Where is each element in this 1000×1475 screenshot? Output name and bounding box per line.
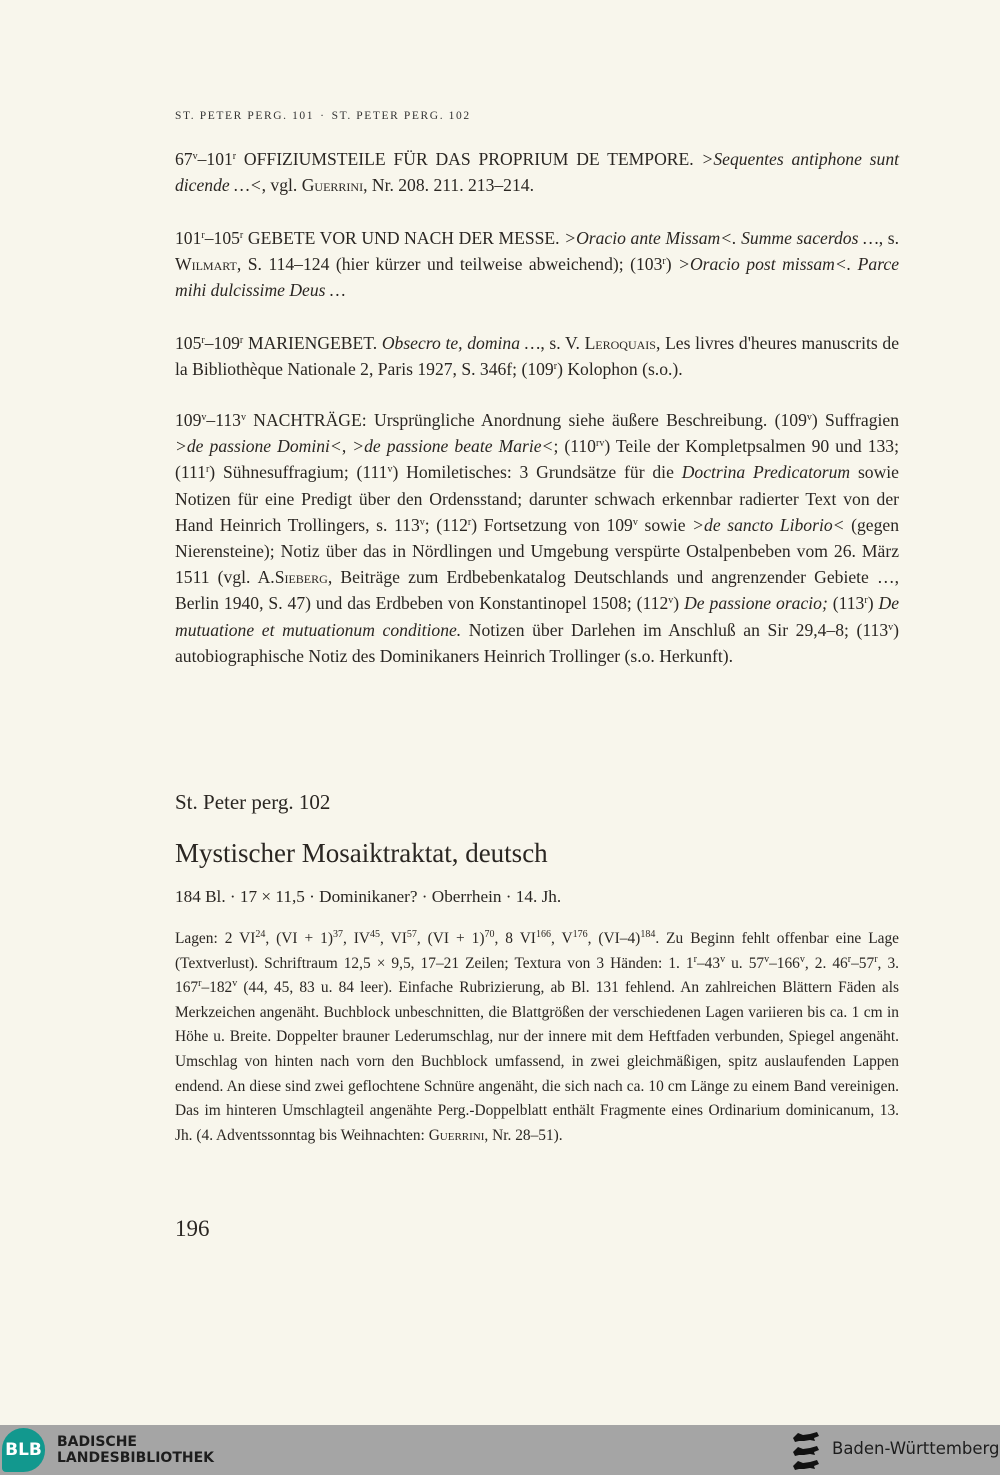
text-run: 101 [175,228,202,248]
baden-wuerttemberg-lions-icon [790,1429,822,1471]
text-run: ) [867,593,879,614]
text-run: 109 [175,410,202,430]
text-run: – [204,333,214,353]
text-run: Notizen über Darlehen im Anschluß an Sir 29,4–8; (113 [461,619,889,640]
running-head-right: ST. PETER PERG. 102 [331,110,471,122]
folio-superscript: r [467,516,472,528]
entry-meta: 184 Bl. · 17 × 11,5 · Dominikaner? · Oberrhein · 14. Jh. [175,887,562,906]
folio-superscript: 166 [535,929,551,940]
blb-line2: LANDESBIBLIOTHEK [57,1450,215,1466]
text-run: ) Sühnesuffragium; (111 [209,462,388,483]
folio-superscript: v [240,412,246,423]
blb-wordmark[interactable] [57,1434,214,1466]
text-run: u. 57 [725,954,765,972]
baden-wuerttemberg-label[interactable]: Baden-Württemberg [832,1439,1000,1458]
running-head-separator: · [320,110,326,122]
text-run: Lagen: 2 VI [175,930,256,947]
text-run: sowie Notizen für eine Predigt über den Ordensstand; darunter schwach erkennbar radierter Text von der Hand Heinrich Trollingers, s. 113 [175,462,899,535]
text-run: , S. 114–124 (hier kürzer und teilweise abweichend); (103 [236,254,663,275]
text-run: ) autobiographische Notiz des Dominikaners Heinrich Trollinger (s.o. Herkunft). [175,619,899,666]
folio-superscript: r [198,978,202,990]
text-run: Guerrini [301,175,364,196]
text-run: (gegen Nierensteine); Notiz über das in Nördlingen und Umgebung verspürte Ostalpenbeben vom 26. März 1511 (vgl. A. [175,514,900,588]
italic-quote: >de passione Domini< [175,436,342,457]
section-heading: NACHTRÄGE: [245,410,374,430]
text-run: , 2. 46 [804,954,848,972]
text-run: 105 [175,333,202,353]
folio-superscript: v [806,412,812,423]
text-run: , Nr. 28–51). [484,1126,563,1144]
text-run: , Les livres d'heures manuscrits de la Bibliothèque Nationale 2, Paris 1927, S. 346f; (109 [175,333,899,380]
section-heading: OFFIZIUMSTEILE FÜR DAS PROPRIUM DE TEMPORE. [236,149,702,169]
text-run: Ursprüngliche Anordnung siehe äußere Beschreibung. (109 [373,410,807,430]
text-run: 113 [215,410,241,430]
text-run: ) Kolophon (s.o.). [557,359,683,380]
text-run: ) Suffragien [811,410,900,430]
folio-superscript: rv [595,438,605,450]
folio-superscript: v [387,464,393,476]
text-run: –166 [769,954,800,972]
text-run: ; (110 [553,436,596,457]
folio-superscript: r [201,230,205,241]
running-head-left: ST. PETER PERG. 101 [175,110,315,122]
text-run: , s. [878,228,900,248]
folio-superscript: v [201,412,207,423]
text-run: – [204,228,214,248]
text-run: , [341,436,353,457]
text-run: , 3. 167 [175,954,899,997]
text-run: ) [673,593,685,614]
text-run: Wilmart [175,254,237,275]
text-run: 67 [175,149,193,169]
section-nachtraege [175,407,899,669]
section-mariengebet [175,330,899,382]
text-run: 105 [213,228,240,248]
text-run: 101 [206,149,233,169]
physical-description [175,927,899,1148]
folio-superscript: v [232,978,238,990]
folio-superscript: r [693,953,697,965]
italic-quote: >Oracio ante Missam<. Summe sacerdos … [564,228,879,248]
folio-superscript: v [799,953,805,965]
italic-quote: >Sequentes antiphone sunt dicende …< [175,149,900,196]
folio-superscript: r [239,335,244,346]
shelfmark: St. Peter perg. 102 [175,790,331,814]
text-run: , VI [380,930,407,947]
italic-quote: De mutuatione et mutuationum conditione. [175,593,900,640]
folio-superscript: 45 [370,929,381,940]
text-run: , vgl. [261,175,302,196]
text-run: Leroquais [584,333,656,353]
text-run: , Nr. 208. 211. 213–214. [363,175,534,196]
text-run: , V [550,930,573,947]
text-run: –43 [696,954,721,972]
folio-superscript: r [205,464,210,476]
italic-quote: >de passione beate Marie< [352,436,554,457]
italic-quote: Obsecro te, domina … [381,333,541,353]
folio-superscript: r [239,230,244,241]
text-run: , IV [342,930,371,947]
folio-superscript: r [847,953,852,965]
text-run: (44, 45, 83 u. 84 leer). Einfache Rubrizierung, ab Bl. 131 fehlend. An zahlreichen Blättern Fäden als Merkzeichen angenäht. Buchblock unbeschnitten, die Blattgrößen der verschiedenen Lagen variieren bis ca. 1 cm in Höhe u. Breite. Doppelter brauner Lederumschlag, nur der innere mit dem Heftfaden verbunden, Spiegel angenäht. Umschlag von hinten nach vorn den Buchblock umfassend, in zwei gleichmäßigen, spitz auslaufenden Lappen endend. An diese sind zwei geflochtene Schnüre angenäht, die sich nach ca. 10 cm Länge zu einem Band vereinigen. Das im hinteren Umschlagteil angenähte Perg.-Doppelblatt enthält Fragmente eines Ordinarium dominicanum, 13. Jh. (4. Adventssonntag bis Weihnachten: [175,979,899,1144]
section-offiziumsteile [175,146,899,198]
text-run: , Beiträge zum Erdbebenkatalog Deutschlands und angrenzender Gebiete …, Berlin 1940, S. 47) und das Erdbeben von Konstantinopel 1508; (112 [175,567,899,614]
text-run: (113 [827,593,865,614]
folio-superscript: r [553,361,558,373]
section-heading: MARIENGEBET. [243,333,382,353]
text-run: , (VI + 1) [265,930,333,947]
folio-superscript: v [888,621,894,633]
text-run: –57 [851,954,875,972]
italic-quote: De passione oracio; [684,593,828,614]
blb-line1: BADISCHE [57,1434,137,1450]
folio-superscript: v [668,595,674,607]
folio-superscript: v [192,151,198,162]
text-run: –182 [201,979,233,997]
text-run: , s. V. [540,333,585,353]
folio-superscript: 24 [255,929,266,940]
folio-superscript: 184 [640,929,656,940]
folio-superscript: v [632,516,638,528]
text-run: Sieberg [274,567,328,588]
folio-superscript: r [874,953,878,965]
text-run: ; (112 [424,514,468,535]
folio-superscript: r [864,595,868,607]
folio-superscript: 70 [484,929,495,940]
text-run: sowie [637,514,693,535]
italic-quote: >de sancto Liborio< [692,514,845,535]
text-run: , (VI–4) [587,930,641,947]
text-run: ) Fortsetzung von 109 [471,514,633,535]
folio-superscript: 37 [332,929,343,940]
italic-quote: Doctrina Predicatorum [681,462,851,483]
text-run: ) Teile der Kompletpsalmen 90 und 133; (111 [175,436,899,483]
folio-superscript: 57 [406,929,417,940]
folio-superscript: v [764,953,770,965]
running-head [175,110,471,122]
text-run: ) Homiletisches: 3 Grundsätze für die [392,462,682,483]
text-run: . Zu Beginn fehlt offenbar eine Lage (Textverlust). Schriftraum 12,5 × 9,5, 17–21 Zeilen; Textura von 3 Händen: 1. 1 [175,930,899,972]
blb-logo-icon[interactable]: BLB [2,1428,45,1472]
italic-quote: >Oracio post missam<. Parce mihi dulcissime Deus … [175,254,899,301]
folio-superscript: v [720,953,726,965]
folio-superscript: r [662,256,666,268]
text-run: , (VI + 1) [416,930,485,947]
page-number: 196 [175,1216,210,1241]
text-run: – [197,149,207,169]
folio-superscript: 176 [572,929,588,940]
text-run: , 8 VI [494,930,536,947]
folio-superscript: v [419,516,425,528]
text-run: 109 [213,333,240,353]
section-gebete [175,225,899,304]
folio-superscript: r [232,151,237,162]
folio-superscript: r [201,335,205,346]
text-run: ) [665,254,679,275]
section-heading: GEBETE VOR UND NACH DER MESSE. [243,228,565,248]
text-run: – [206,410,216,430]
text-run: Guerrini [428,1126,485,1144]
footer-band [0,1425,1000,1475]
entry-title: Mystischer Mosaiktraktat, deutsch [175,838,548,868]
